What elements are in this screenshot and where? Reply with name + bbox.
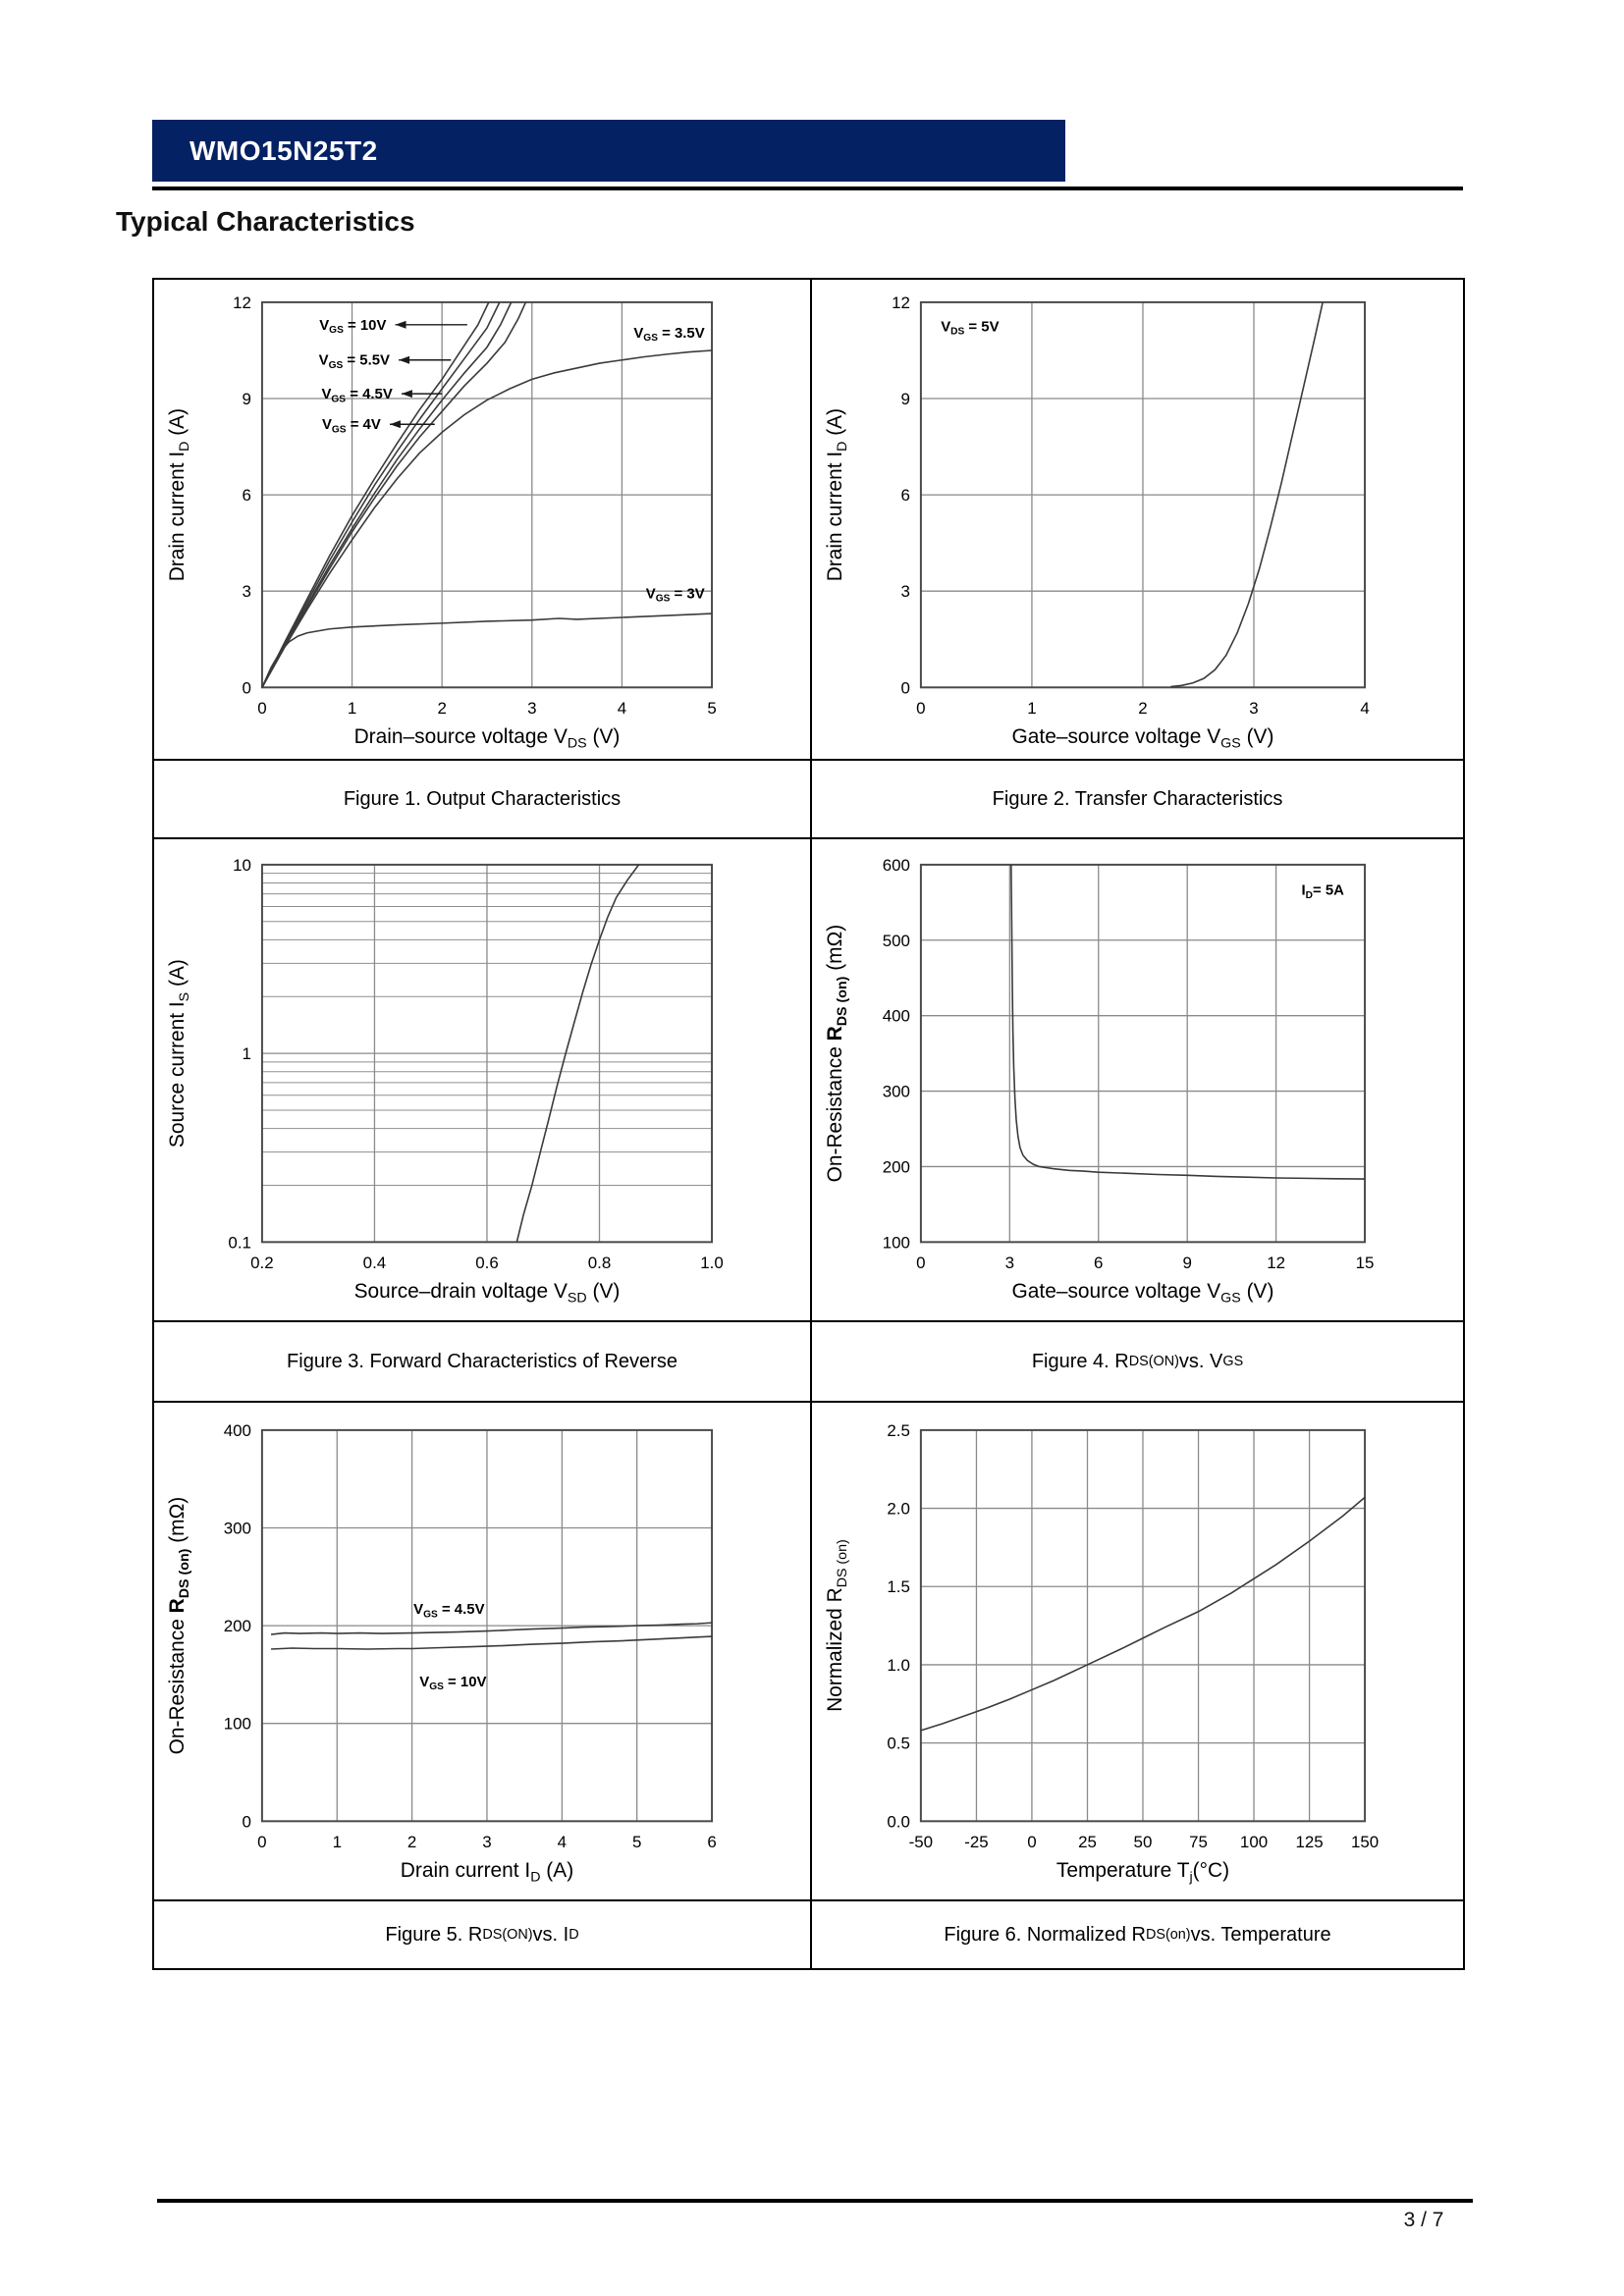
svg-text:5: 5 [631, 1833, 642, 1852]
svg-text:3: 3 [1249, 699, 1259, 719]
svg-text:0: 0 [242, 678, 251, 698]
svg-text:2: 2 [1138, 699, 1148, 719]
figure4-caption: Figure 4. R DS(ON) vs. V GS [812, 1322, 1465, 1403]
svg-text:12: 12 [233, 293, 251, 312]
figure6-chart-cell [812, 1403, 1465, 1901]
svg-text:9: 9 [242, 389, 251, 408]
svg-text:6: 6 [900, 486, 910, 506]
svg-text:2: 2 [437, 699, 447, 719]
svg-text:1: 1 [242, 1044, 251, 1064]
svg-text:300: 300 [223, 1519, 251, 1538]
svg-text:12: 12 [892, 293, 910, 312]
svg-text:VGS = 5.5V: $V_{GS} = 5.5V$ [318, 351, 390, 372]
svg-text:0.6: 0.6 [475, 1254, 499, 1273]
svg-text:0.0: 0.0 [887, 1812, 910, 1832]
svg-text:3: 3 [900, 582, 910, 602]
svg-text:5: 5 [707, 699, 717, 719]
svg-text:VGS = 10V: $V_{GS} = 10V$ [319, 316, 387, 337]
svg-text:125: 125 [1295, 1833, 1324, 1852]
svg-text:400: 400 [223, 1420, 251, 1440]
svg-text:3: 3 [1004, 1254, 1015, 1273]
svg-text:0.5: 0.5 [887, 1734, 910, 1753]
figure3-chart-cell [154, 839, 812, 1322]
svg-text:300: 300 [882, 1082, 910, 1101]
svg-text:Drain current ID (A): Drain current $I_D$ (A) [166, 407, 192, 582]
figure2-chart-cell [812, 280, 1465, 761]
figure3-caption: Figure 3. Forward Characteristics of Reverse [154, 1322, 812, 1403]
svg-text:-50: -50 [908, 1833, 934, 1852]
svg-text:15: 15 [1355, 1254, 1375, 1273]
svg-text:500: 500 [882, 931, 910, 950]
svg-text:6: 6 [242, 486, 251, 506]
svg-text:0.8: 0.8 [587, 1254, 612, 1273]
svg-text:Temperature Tj(°C): Temperature $T_j(^\circ C)$ [1056, 1859, 1230, 1886]
svg-text:3: 3 [242, 582, 251, 602]
svg-text:200: 200 [882, 1157, 910, 1177]
svg-text:3: 3 [482, 1833, 492, 1852]
figure4-chart-cell [812, 839, 1465, 1322]
svg-text:2.0: 2.0 [887, 1499, 910, 1519]
svg-text:0.4: 0.4 [362, 1254, 387, 1273]
svg-text:VGS = 3.5V: $V_{GS} = 3.5V$ [633, 324, 705, 345]
svg-text:10: 10 [233, 855, 251, 875]
page-number: 3 / 7 [1403, 2209, 1444, 2231]
svg-text:VGS = 4.5V: $V_{GS} = 4.5V$ [413, 1601, 485, 1621]
svg-text:1.5: 1.5 [887, 1577, 910, 1597]
svg-text:1.0: 1.0 [887, 1655, 910, 1675]
svg-text:Source current IS (A): Source current $I_S$ (A) [166, 959, 192, 1148]
svg-text:VGS = 4.5V: $V_{GS} = 4.5V$ [321, 386, 393, 405]
figure6-caption: Figure 6. Normalized R DS(on) vs. Temperature [812, 1901, 1465, 1970]
svg-text:VGS = 3V: $V_{GS} = 3V$ [645, 585, 705, 605]
figure-table [152, 278, 1465, 1970]
svg-text:150: 150 [1350, 1833, 1380, 1852]
svg-text:VDS = 5V: $V_{DS} = 5V$ [941, 318, 1000, 338]
svg-text:0: 0 [1027, 1833, 1037, 1852]
svg-text:4: 4 [617, 699, 627, 719]
svg-text:1.0: 1.0 [700, 1254, 724, 1273]
figure5-rdson-vs-id-chart [154, 1403, 810, 1899]
footer-rule [157, 2199, 1473, 2203]
svg-text:4: 4 [557, 1833, 568, 1852]
figure1-caption: Figure 1. Output Characteristics [154, 761, 812, 839]
figure6-normalized-rdson-vs-temperature-chart [812, 1403, 1463, 1899]
svg-text:200: 200 [223, 1617, 251, 1636]
svg-text:0.1: 0.1 [228, 1233, 251, 1253]
svg-text:1: 1 [347, 699, 357, 719]
svg-text:0: 0 [257, 1833, 267, 1852]
figure3-forward-characteristics-chart [154, 839, 810, 1320]
svg-text:Source–drain voltage VSD (V): Source–drain voltage $V_{SD}$ (V) [353, 1280, 621, 1307]
svg-text:2: 2 [406, 1833, 417, 1852]
svg-text:2.5: 2.5 [887, 1420, 910, 1440]
svg-text:0: 0 [257, 699, 267, 719]
svg-text:9: 9 [1182, 1254, 1192, 1273]
svg-text:VGS = 4V: $V_{GS} = 4V$ [321, 416, 381, 436]
svg-text:Normalized RDS (on): Normalized $R_{DS (on)}$ [824, 1539, 850, 1712]
figure2-transfer-characteristics-chart [812, 280, 1463, 759]
figure5-chart-cell [154, 1403, 812, 1901]
figure1-chart-cell [154, 280, 812, 761]
svg-text:On-Resistance RDS (on) (mΩ): On-Resistance $R_{DS (on)}$ (mΩ) [824, 924, 850, 1183]
svg-text:Gate–source voltage VGS (V): Gate–source voltage $V_{GS}$ (V) [1011, 1280, 1274, 1307]
svg-text:25: 25 [1078, 1833, 1097, 1852]
figure2-caption: Figure 2. Transfer Characteristics [812, 761, 1465, 839]
section-heading: Typical Characteristics [116, 206, 415, 237]
svg-text:12: 12 [1267, 1254, 1286, 1273]
svg-text:1: 1 [1027, 699, 1037, 719]
svg-text:0: 0 [900, 678, 910, 698]
figure1-output-characteristics-chart [154, 280, 810, 759]
svg-text:0.2: 0.2 [250, 1254, 274, 1273]
svg-text:0: 0 [916, 699, 926, 719]
svg-text:100: 100 [223, 1714, 251, 1734]
svg-text:100: 100 [882, 1233, 910, 1253]
svg-text:6: 6 [707, 1833, 717, 1852]
svg-text:75: 75 [1189, 1833, 1208, 1852]
svg-text:100: 100 [1239, 1833, 1269, 1852]
header-bar [152, 120, 1065, 182]
svg-text:600: 600 [882, 855, 910, 875]
svg-text:On-Resistance RDS (on) (mΩ): On-Resistance $R_{DS (on)}$ (mΩ) [166, 1496, 192, 1755]
svg-text:ID= 5A: $I_D= 5A$ [1301, 881, 1344, 901]
svg-text:Drain–source voltage VDS (V): Drain–source voltage $V_{DS}$ (V) [353, 725, 621, 752]
svg-text:VGS = 10V: $V_{GS} = 10V$ [419, 1673, 487, 1693]
figure5-caption: Figure 5. R DS(ON) vs. I D [154, 1901, 812, 1970]
svg-text:6: 6 [1094, 1254, 1104, 1273]
svg-text:0: 0 [242, 1812, 251, 1832]
svg-text:Gate–source voltage VGS (V): Gate–source voltage $V_{GS}$ (V) [1011, 725, 1274, 752]
svg-text:4: 4 [1360, 699, 1370, 719]
svg-text:0: 0 [916, 1254, 926, 1273]
svg-text:-25: -25 [964, 1833, 989, 1852]
svg-text:Drain current ID (A): Drain current $I_D$ (A) [824, 407, 850, 582]
svg-text:1: 1 [332, 1833, 342, 1852]
svg-text:9: 9 [900, 389, 910, 408]
figure4-rdson-vs-vgs-chart [812, 839, 1463, 1320]
part-number: WMO15N25T2 [189, 134, 378, 166]
header-rule [152, 187, 1463, 190]
svg-text:Drain current ID (A): Drain current $I_D$ (A) [400, 1859, 574, 1886]
svg-text:50: 50 [1133, 1833, 1153, 1852]
svg-text:3: 3 [527, 699, 537, 719]
svg-text:400: 400 [882, 1006, 910, 1026]
